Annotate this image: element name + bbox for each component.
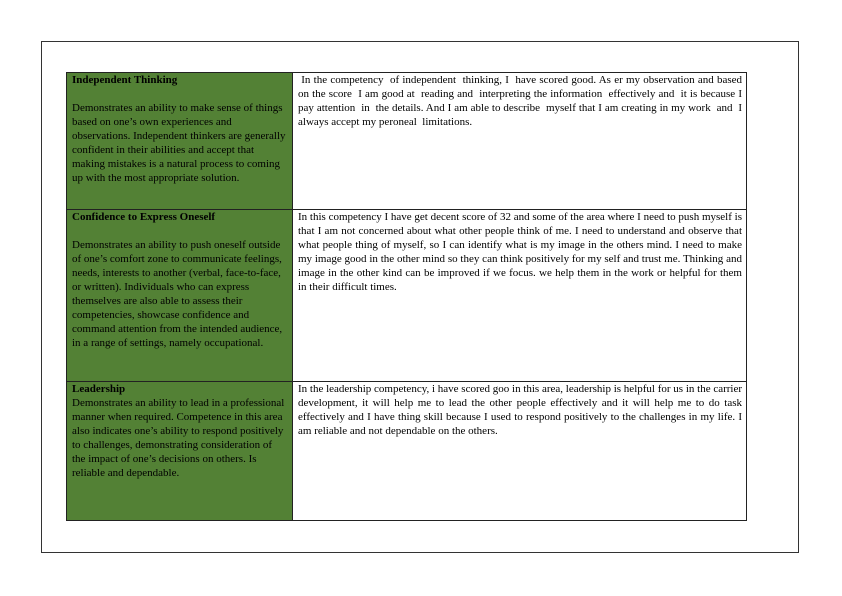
response-cell [293, 210, 747, 382]
competency-label-cell [67, 73, 293, 210]
table-row [67, 382, 747, 521]
competency-label-cell [67, 382, 293, 521]
table-row [67, 210, 747, 382]
competency-response: In the leadership competency, i have scored goo in this area, leadership is helpful for us in the carrier development, it will help me to lead the other people effectively and it will help me to do task effectively and I have thing skill because I used to respond positively to the challenges in my life. I am reliable and not dependable on the others. [298, 383, 743, 437]
competency-response: In this competency I have get decent score of 32 and some of the area where I need to push myself is that I am not concerned about what other people think of me. I need to understand and observe that what people thing of myself, so I can identify what is my image in the others mind. I need to make my image good in the other mind so they can think positively for my self and trust me. Thinking and image in the other kind can be improved if we focus. we help them in the work or helpful for them in their difficult times. [298, 211, 742, 293]
competency-description: Demonstrates an ability to make sense of things based on one’s own experiences and observations. Independent thinkers are generally confident in their abilities and accept that making mistakes is a natural process to coming up with the most appropriate solution. [72, 102, 286, 184]
competency-response: In the competency of independent thinking, I have scored good. As er my observation and based on the score I am good at reading and interpreting the information effectively and it is because I pay attention in the details. And I am able to describe myself that I am creating in my work and I always accept my peroneal limitations. [298, 74, 745, 128]
competency-title: Independent Thinking [72, 74, 178, 86]
competency-table [66, 72, 747, 521]
competency-title: Leadership [72, 383, 126, 395]
competency-label-cell [67, 210, 293, 382]
competency-title: Confidence to Express Oneself [72, 211, 216, 223]
table-row [67, 73, 747, 210]
response-cell [293, 73, 747, 210]
competency-description: Demonstrates an ability to push oneself outside of one’s comfort zone to communicate feelings, needs, interests to another (verbal, face-to-face, or written). Individuals who can express themselves are also able to assess their competencies, showcase confidence and command attention from the intended audience, in a range of settings, namely occupational. [72, 239, 283, 349]
response-cell [293, 382, 747, 521]
competency-description: Demonstrates an ability to lead in a professional manner when required. Competence in this area also indicates one’s ability to respond positively to challenges, demonstrating consideration of the impact of one’s decisions on others. Is reliable and dependable. [72, 397, 285, 479]
